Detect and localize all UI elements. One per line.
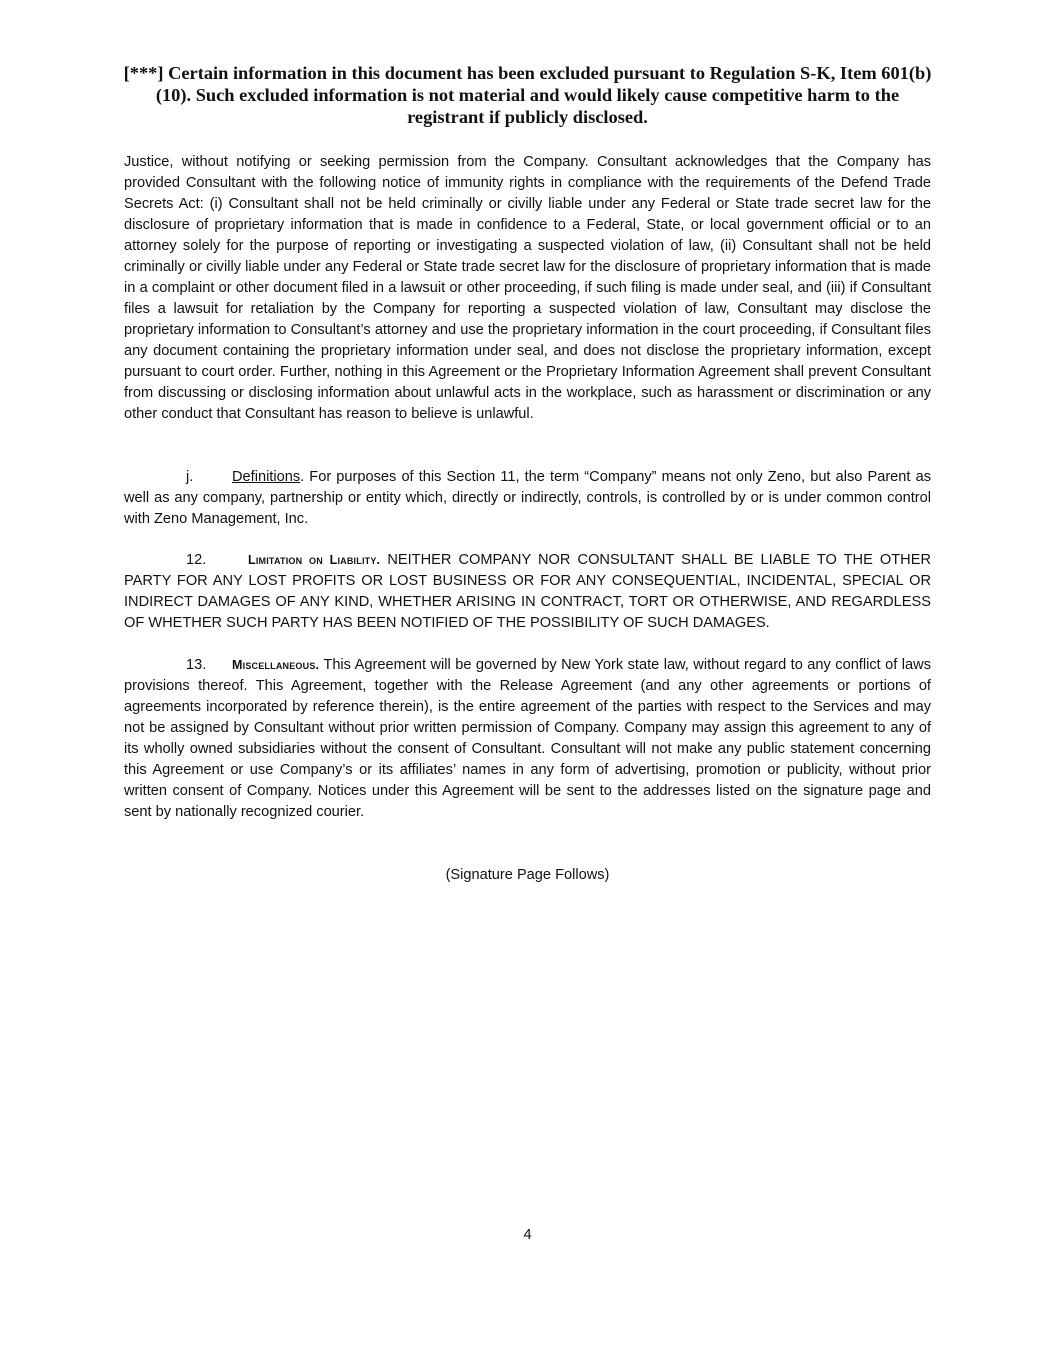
- section-number: j.: [186, 469, 194, 485]
- section-number: 13.: [186, 657, 207, 673]
- section-heading: Limitation on Liability.: [248, 553, 381, 567]
- paragraph-limitation-on-liability: [124, 550, 931, 634]
- section-number: 12.: [186, 552, 207, 568]
- signature-page-follows-note: (Signature Page Follows): [445, 867, 610, 883]
- paragraph-continuation: Justice, without notifying or seeking permission from the Company. Consultant acknowledges that the Company has provided Consultant with the following notice of immunity rights in compliance with the requirements of the Defend Trade Secrets Act: (i) Consultant shall not be held criminally or civilly liable under any Federal or State trade secret law for the disclosure of proprietary information that is made in confidence to a Federal, State, or local government official or to an attorney solely for the purpose of reporting or investigating a suspected violation of law, (ii) Consultant shall not be held criminally or civilly liable under any Federal or State trade secret law for the disclosure of proprietary information that is made in a complaint or other document filed in a lawsuit or other proceeding, if such filing is made under seal, and (iii) if Consultant files a lawsuit for retaliation by the Company for reporting a suspected violation of law, Consultant may disclose the proprietary information to Consultant’s attorney and use the proprietary information in the court proceeding, if Consultant files any document containing the proprietary information under seal, and does not disclose the proprietary information, except pursuant to court order. Further, nothing in this Agreement or the Proprietary Information Agreement shall prevent Consultant from discussing or disclosing information about unlawful acts in the workplace, such as harassment or discrimination or any other conduct that Consultant has reason to believe is unlawful.: [124, 154, 931, 422]
- page-number: 4: [523, 1227, 532, 1243]
- redaction-notice-header: [***] Certain information in this document has been excluded pursuant to Regulation S-K, Item 601(b)(10). Such excluded information is not material and would likely cause competitive harm to the registrant if publicly disclosed.: [123, 63, 932, 127]
- section-text: NEITHER COMPANY NOR CONSULTANT SHALL BE LIABLE TO THE OTHER PARTY FOR ANY LOST PROFITS OR LOST BUSINESS OR FOR ANY CONSEQUENTIAL, INCIDENTAL, SPECIAL OR INDIRECT DAMAGES OF ANY KIND, WHETHER ARISING IN CONTRACT, TORT OR OTHERWISE, AND REGARDLESS OF WHETHER SUCH PARTY HAS BEEN NOTIFIED OF THE POSSIBILITY OF SUCH DAMAGES.: [124, 552, 931, 631]
- paragraph-definitions: [124, 467, 931, 530]
- section-text: This Agreement will be governed by New York state law, without regard to any conflict of laws provisions thereof. This Agreement, together with the Release Agreement (and any other agreements or portions of agreements incorporated by reference therein), is the entire agreement of the parties with respect to the Services and may not be assigned by Consultant without prior written permission of Company. Company may assign this agreement to any of its wholly owned subsidiaries without the consent of Consultant. Consultant will not make any public statement concerning this Agreement or use Company’s or its affiliates’ names in any form of advertising, promotion or publicity, without prior written consent of Company. Notices under this Agreement will be sent to the addresses listed on the signature page and sent by nationally recognized courier.: [124, 657, 931, 820]
- section-heading: Definitions: [232, 469, 301, 485]
- section-text: . For purposes of this Section 11, the term “Company” means not only Zeno, but also Parent as well as any company, partnership or entity which, directly or indirectly, controls, is controlled by or is under common control with Zeno Management, Inc.: [124, 469, 931, 527]
- section-heading: Miscellaneous.: [232, 658, 320, 672]
- paragraph-miscellaneous: [124, 655, 931, 823]
